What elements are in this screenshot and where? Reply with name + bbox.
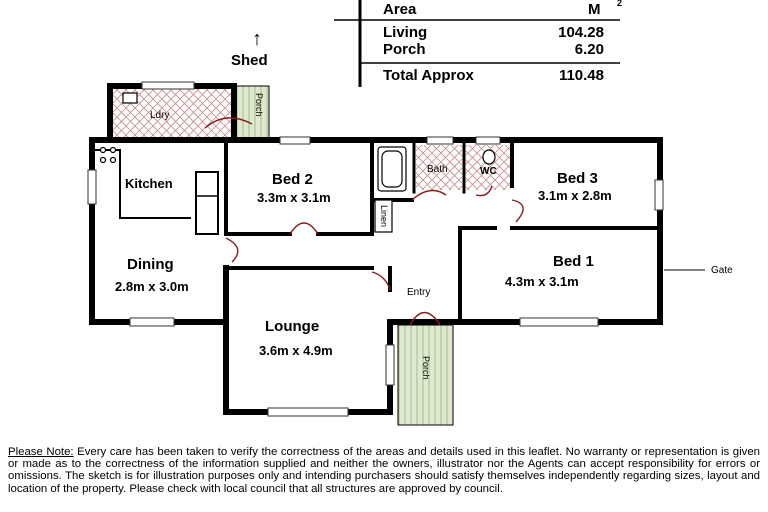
dining-dims: 2.8m x 3.0m	[115, 279, 189, 294]
area-header-label: Area	[383, 1, 417, 18]
kitchen-label: Kitchen	[125, 176, 173, 191]
bed3-dims: 3.1m x 2.8m	[538, 188, 612, 203]
bath-label: Bath	[427, 164, 448, 175]
area-total-value: 110.48	[558, 67, 604, 84]
bed1-dims: 4.3m x 3.1m	[505, 274, 579, 289]
lounge-dims: 3.6m x 4.9m	[259, 343, 333, 358]
area-row-value: 104.28	[558, 24, 604, 41]
area-row-label: Porch	[383, 41, 426, 58]
shed-arrow-icon: ↑	[252, 28, 262, 50]
disclaimer-note	[8, 446, 760, 495]
gate-label: Gate	[711, 265, 733, 276]
entry-label: Entry	[407, 287, 431, 298]
linen-label: Linen	[379, 205, 389, 228]
wc-label: WC	[480, 166, 497, 177]
shed-label: Shed	[231, 52, 268, 69]
area-row-value: 6.20	[574, 41, 604, 58]
bed1-label: Bed 1	[553, 253, 594, 270]
disclaimer-label: Please Note:	[8, 446, 74, 458]
disclaimer-text: Every care has been taken to verify the correctness of the areas and details used in this leaflet. No warranty or representation is given or made as to the correctness of the information supplied and neither the owners, illustrator nor the Agents can accept responsibility for errors or omissions. The sketch is for illustration purposes only and intending purchasers should satisfy themselves independently regarding sizes, layout and location of the property. Please check with local council that all structures are approved by council.	[8, 446, 760, 495]
lounge-label: Lounge	[265, 318, 320, 335]
bed2-label: Bed 2	[272, 171, 313, 188]
dining-label: Dining	[127, 256, 174, 273]
area-header-unit: M	[588, 1, 601, 18]
area-header-unit-sup: 2	[617, 0, 623, 8]
bed2-dims: 3.3m x 3.1m	[257, 190, 331, 205]
area-total-label: Total Approx	[383, 67, 474, 84]
bed3-label: Bed 3	[557, 170, 598, 187]
laundry-label: Ldry	[150, 110, 170, 121]
area-row-label: Living	[383, 24, 428, 41]
porch-front-label: Porch	[421, 356, 431, 380]
porch-back-label: Porch	[254, 93, 264, 117]
